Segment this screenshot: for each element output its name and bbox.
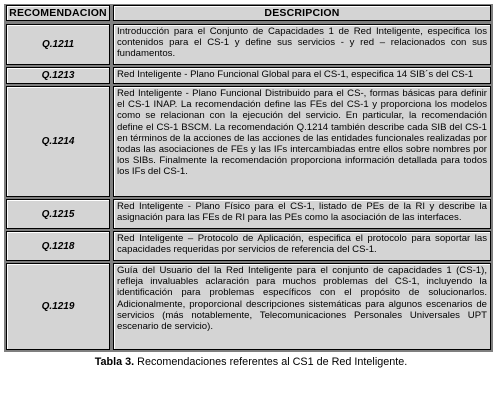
recommendation-description: Red Inteligente - Plano Físico para el CS-1, listado de PEs de la RI y describe la asignación para las FEs de RI para las PEs como la asociación de las interfaces.: [113, 199, 491, 229]
recommendation-code: Q.1214: [6, 86, 110, 197]
recommendation-description: Red Inteligente – Protocolo de Aplicación, especifica el protocolo para soportar las capacidades requeridas por servicios de referencia del CS-1.: [113, 231, 491, 261]
recommendation-code: Q.1219: [6, 263, 110, 350]
recommendation-description: Guía del Usuario del la Red Inteligente para el conjunto de capacidades 1 (CS-1), refleja invaluables aclaración para muchos problemas del CS-1, incluyendo la identificación para problemas específicos con el propósito de solucionarlos. Adicionalmente, proporcional descripciones sistemáticas para algunos escenarios de servicios (más notablemente, Telecomunicaciones Personales Universales UPT escenario de servicio).: [113, 263, 491, 350]
recommendation-description: Red Inteligente - Plano Funcional Global para el CS-1, especifica 14 SIB´s del CS-1: [113, 67, 491, 84]
recommendation-code: Q.1211: [6, 24, 110, 65]
table-caption: [0, 356, 502, 368]
table-row: [6, 199, 491, 229]
table-row: [6, 86, 491, 197]
header-descripcion: DESCRIPCION: [113, 5, 491, 21]
table-row: [6, 231, 491, 261]
table-row: [6, 67, 491, 84]
caption-label: Tabla 3.: [94, 356, 135, 368]
recommendation-code: Q.1213: [6, 67, 110, 84]
recommendation-description: Introducción para el Conjunto de Capacidades 1 de Red Inteligente, especifica los contenidos para el CS-1 y define sus servicios - y red – relacionados con sus fundamentos.: [113, 24, 491, 65]
header-recomendacion: RECOMENDACION: [6, 5, 110, 21]
table-header: [6, 5, 491, 21]
recommendation-code: Q.1215: [6, 199, 110, 229]
recommendation-code: Q.1218: [6, 231, 110, 261]
caption-text: Recomendaciones referentes al CS1 de Red Inteligente.: [137, 356, 408, 368]
table-row: [6, 263, 491, 350]
recommendation-description: Red Inteligente - Plano Funcional Distribuido para el CS-, formas básicas para definir el CS-1 INAP. La recomendación define las FEs del CS-1 y proporciona los modelos como se relacionan con la ejecución del servicio. En particular, la recomendación define el CS-1 BSCM. La recomendación Q.1214 también describe cada SIB del CS-1 en términos de la acciones de las acciones de las entidades funcionales realizadas por todas las asociaciones de FEs y las IFs intercambiadas entre ellos sobre nombres por los SIBs. Finalmente la recomendación proporciona información detallada para todos los IFs del CS-1.: [113, 86, 491, 197]
table-row: [6, 24, 491, 65]
recommendations-table: [4, 4, 493, 352]
